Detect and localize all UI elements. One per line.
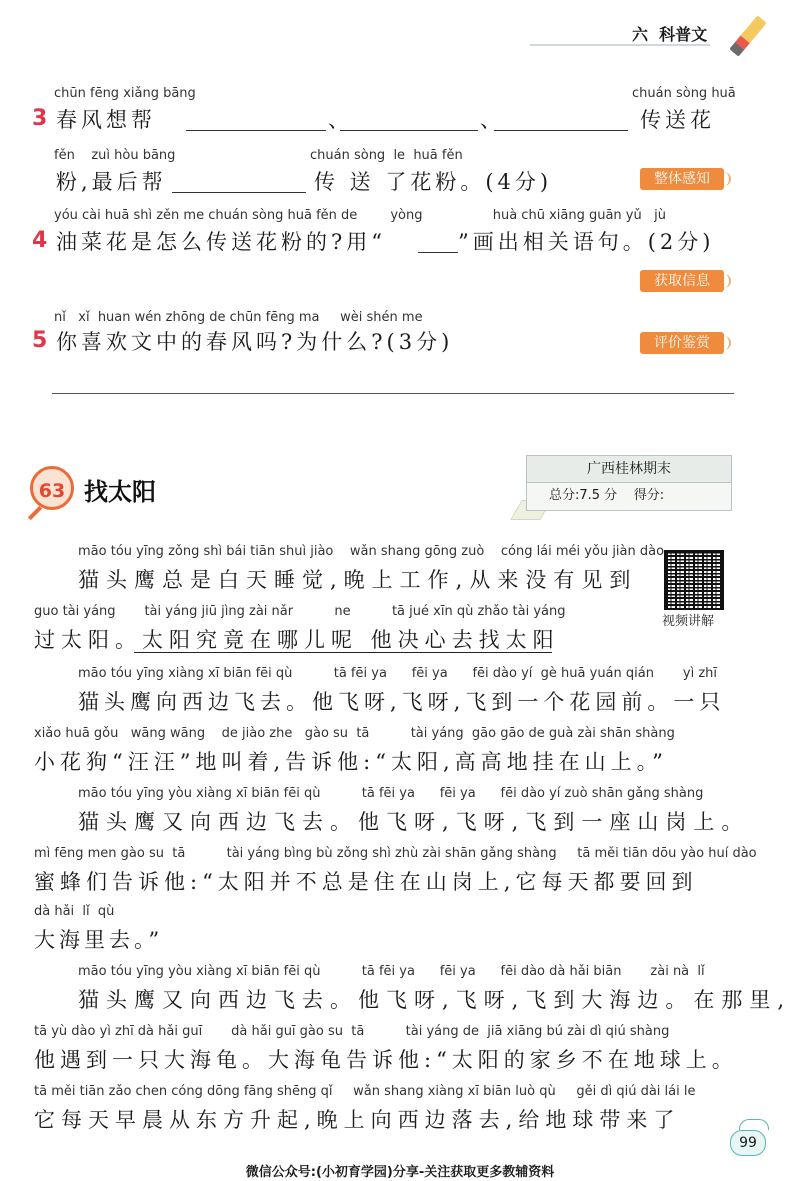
tag-overall-perception: 整体感知: [640, 168, 724, 190]
story-line-8: 猫头鹰又向西边飞去。他飞呀,飞呀,飞到大海边。在那里,: [78, 988, 792, 1012]
story-line-6: 蜜蜂们告诉他:“太阳并不总是住在山岗上,它每天都要回到: [34, 870, 698, 894]
q4-pinyin: yóu cài huā shì zěn me chuán sòng huā fěn de yòng huà chū xiāng guān yǔ jù: [54, 208, 666, 223]
story-pinyin-7: dà hǎi lǐ qù: [34, 904, 115, 919]
story-pinyin-3: māo tóu yīng xiàng xī biān fēi qù tā fēi ya fēi ya fēi dào yí gè huā yuán qián yì zhī: [78, 666, 718, 681]
footer-note: 微信公众号:(小初育学园)分享-关注获取更多教辅资料: [245, 1165, 555, 1180]
tag-get-information: 获取信息: [640, 270, 724, 292]
q3-text-2a: 粉,最后帮: [56, 170, 167, 194]
q3-blank-3[interactable]: [494, 110, 628, 131]
q3-text-1b: 传送花: [640, 108, 715, 132]
story-pinyin-1: māo tóu yīng zǒng shì bái tiān shuì jiào wǎn shang gōng zuò cóng lái méi yǒu jiàn dào: [78, 544, 665, 559]
story-line-3: 猫头鹰向西边飞去。他飞呀,飞呀,飞到一个花园前。一只: [78, 690, 726, 714]
story-pinyin-9: tā yù dào yì zhī dà hǎi guī dà hǎi guī gào su tā tài yáng de jiā xiāng bú zài dì qiú shàng: [34, 1024, 670, 1039]
story-line-5: 猫头鹰又向西边飞去。他飞呀,飞呀,飞到一座山岗上。: [78, 810, 750, 834]
q3-blank-4[interactable]: [172, 172, 306, 193]
story-pinyin-5: māo tóu yīng yòu xiàng xī biān fēi qù tā fēi ya fēi ya fēi dào yí zuò shān gǎng shàng: [78, 786, 704, 801]
exam-info-box: [526, 455, 732, 511]
story-line-1: 猫头鹰总是白天睡觉,晚上工作,从来没有见到: [78, 568, 638, 592]
q3-sep-2: 、: [480, 108, 505, 132]
q5-number: 5: [32, 328, 48, 353]
exam-score: 总分:7.5 分 得分:: [549, 488, 665, 503]
story-pinyin-4: xiǎo huā gǒu wāng wāng de jiào zhe gào su tā tài yáng gāo gāo de guà zài shān shàng: [34, 726, 675, 741]
story-line-7: 大海里去。”: [34, 928, 164, 952]
q4-text-b: ”画出相关语句。(2分): [458, 230, 715, 254]
answer-underline: [134, 624, 552, 653]
story-pinyin-8: māo tóu yīng yòu xiàng xī biān fēi qù tā fēi ya fēi ya fēi dào dà hǎi biān zài nà lǐ: [78, 964, 705, 979]
page-number: 99: [730, 1130, 766, 1156]
exam-source: 广西桂林期末: [527, 456, 731, 483]
story-line-4: 小花狗“汪汪”地叫着,告诉他:“太阳,高高地挂在山上。”: [34, 750, 668, 774]
story-pinyin-10: tā měi tiān zǎo chen cóng dōng fāng shēng qǐ wǎn shang xiàng xī biān luò qù gěi dì qiú dài lái le: [34, 1084, 696, 1099]
unit-title: 六 科普文: [632, 25, 708, 44]
q3-blank-1[interactable]: [186, 110, 326, 131]
story-line-9: 他遇到一只大海龟。大海龟告诉他:“太阳的家乡不在地球上。: [34, 1048, 738, 1072]
q3-pinyin-2b: chuán sòng le huā fěn: [310, 148, 463, 163]
q3-pinyin-1a: chūn fēng xiǎng bāng: [54, 86, 196, 101]
video-explanation-label: 视频讲解: [662, 614, 715, 629]
q3-pinyin-2a: fěn zuì hòu bāng: [54, 148, 176, 163]
qr-code-icon[interactable]: [666, 552, 722, 608]
tag-evaluation: 评价鉴赏: [640, 332, 724, 354]
pencil-icon: [729, 15, 766, 56]
story-pinyin-2: guo tài yáng tài yáng jiū jìng zài nǎr ne tā jué xīn qù zhǎo tài yáng: [34, 604, 566, 619]
q4-text-a: 油菜花是怎么传送花粉的?用“: [56, 230, 386, 254]
story-pinyin-6: mì fēng men gào su tā tài yáng bìng bù zǒng shì zhù zài shān gǎng shàng tā měi tiān dōu yào huí dào: [34, 846, 757, 861]
q3-text-1a: 春风想帮: [56, 108, 156, 132]
q3-text-2b: 传 送 了花粉。(4分): [314, 170, 553, 194]
q5-text: 你喜欢文中的春风吗?为什么?(3分): [56, 330, 454, 354]
lesson-number-badge: 63: [30, 466, 74, 510]
lesson-title: 找太阳: [84, 478, 156, 506]
q4-number: 4: [32, 228, 48, 253]
q5-pinyin: nǐ xǐ huan wén zhōng de chūn fēng ma wèi shén me: [54, 310, 423, 325]
q3-number: 3: [32, 106, 48, 131]
q4-blank[interactable]: [418, 232, 458, 253]
q3-pinyin-1b: chuán sòng huā: [632, 86, 736, 101]
story-line-2: 过太阳。太阳究竟在哪儿呢 他决心去找太阳: [34, 628, 560, 652]
q3-sep-1: 、: [328, 108, 353, 132]
q3-blank-2[interactable]: [340, 110, 478, 131]
q5-answer-line[interactable]: [52, 393, 734, 394]
story-line-10: 它每天早晨从东方升起,晚上向西边落去,给地球带来了: [34, 1108, 681, 1132]
